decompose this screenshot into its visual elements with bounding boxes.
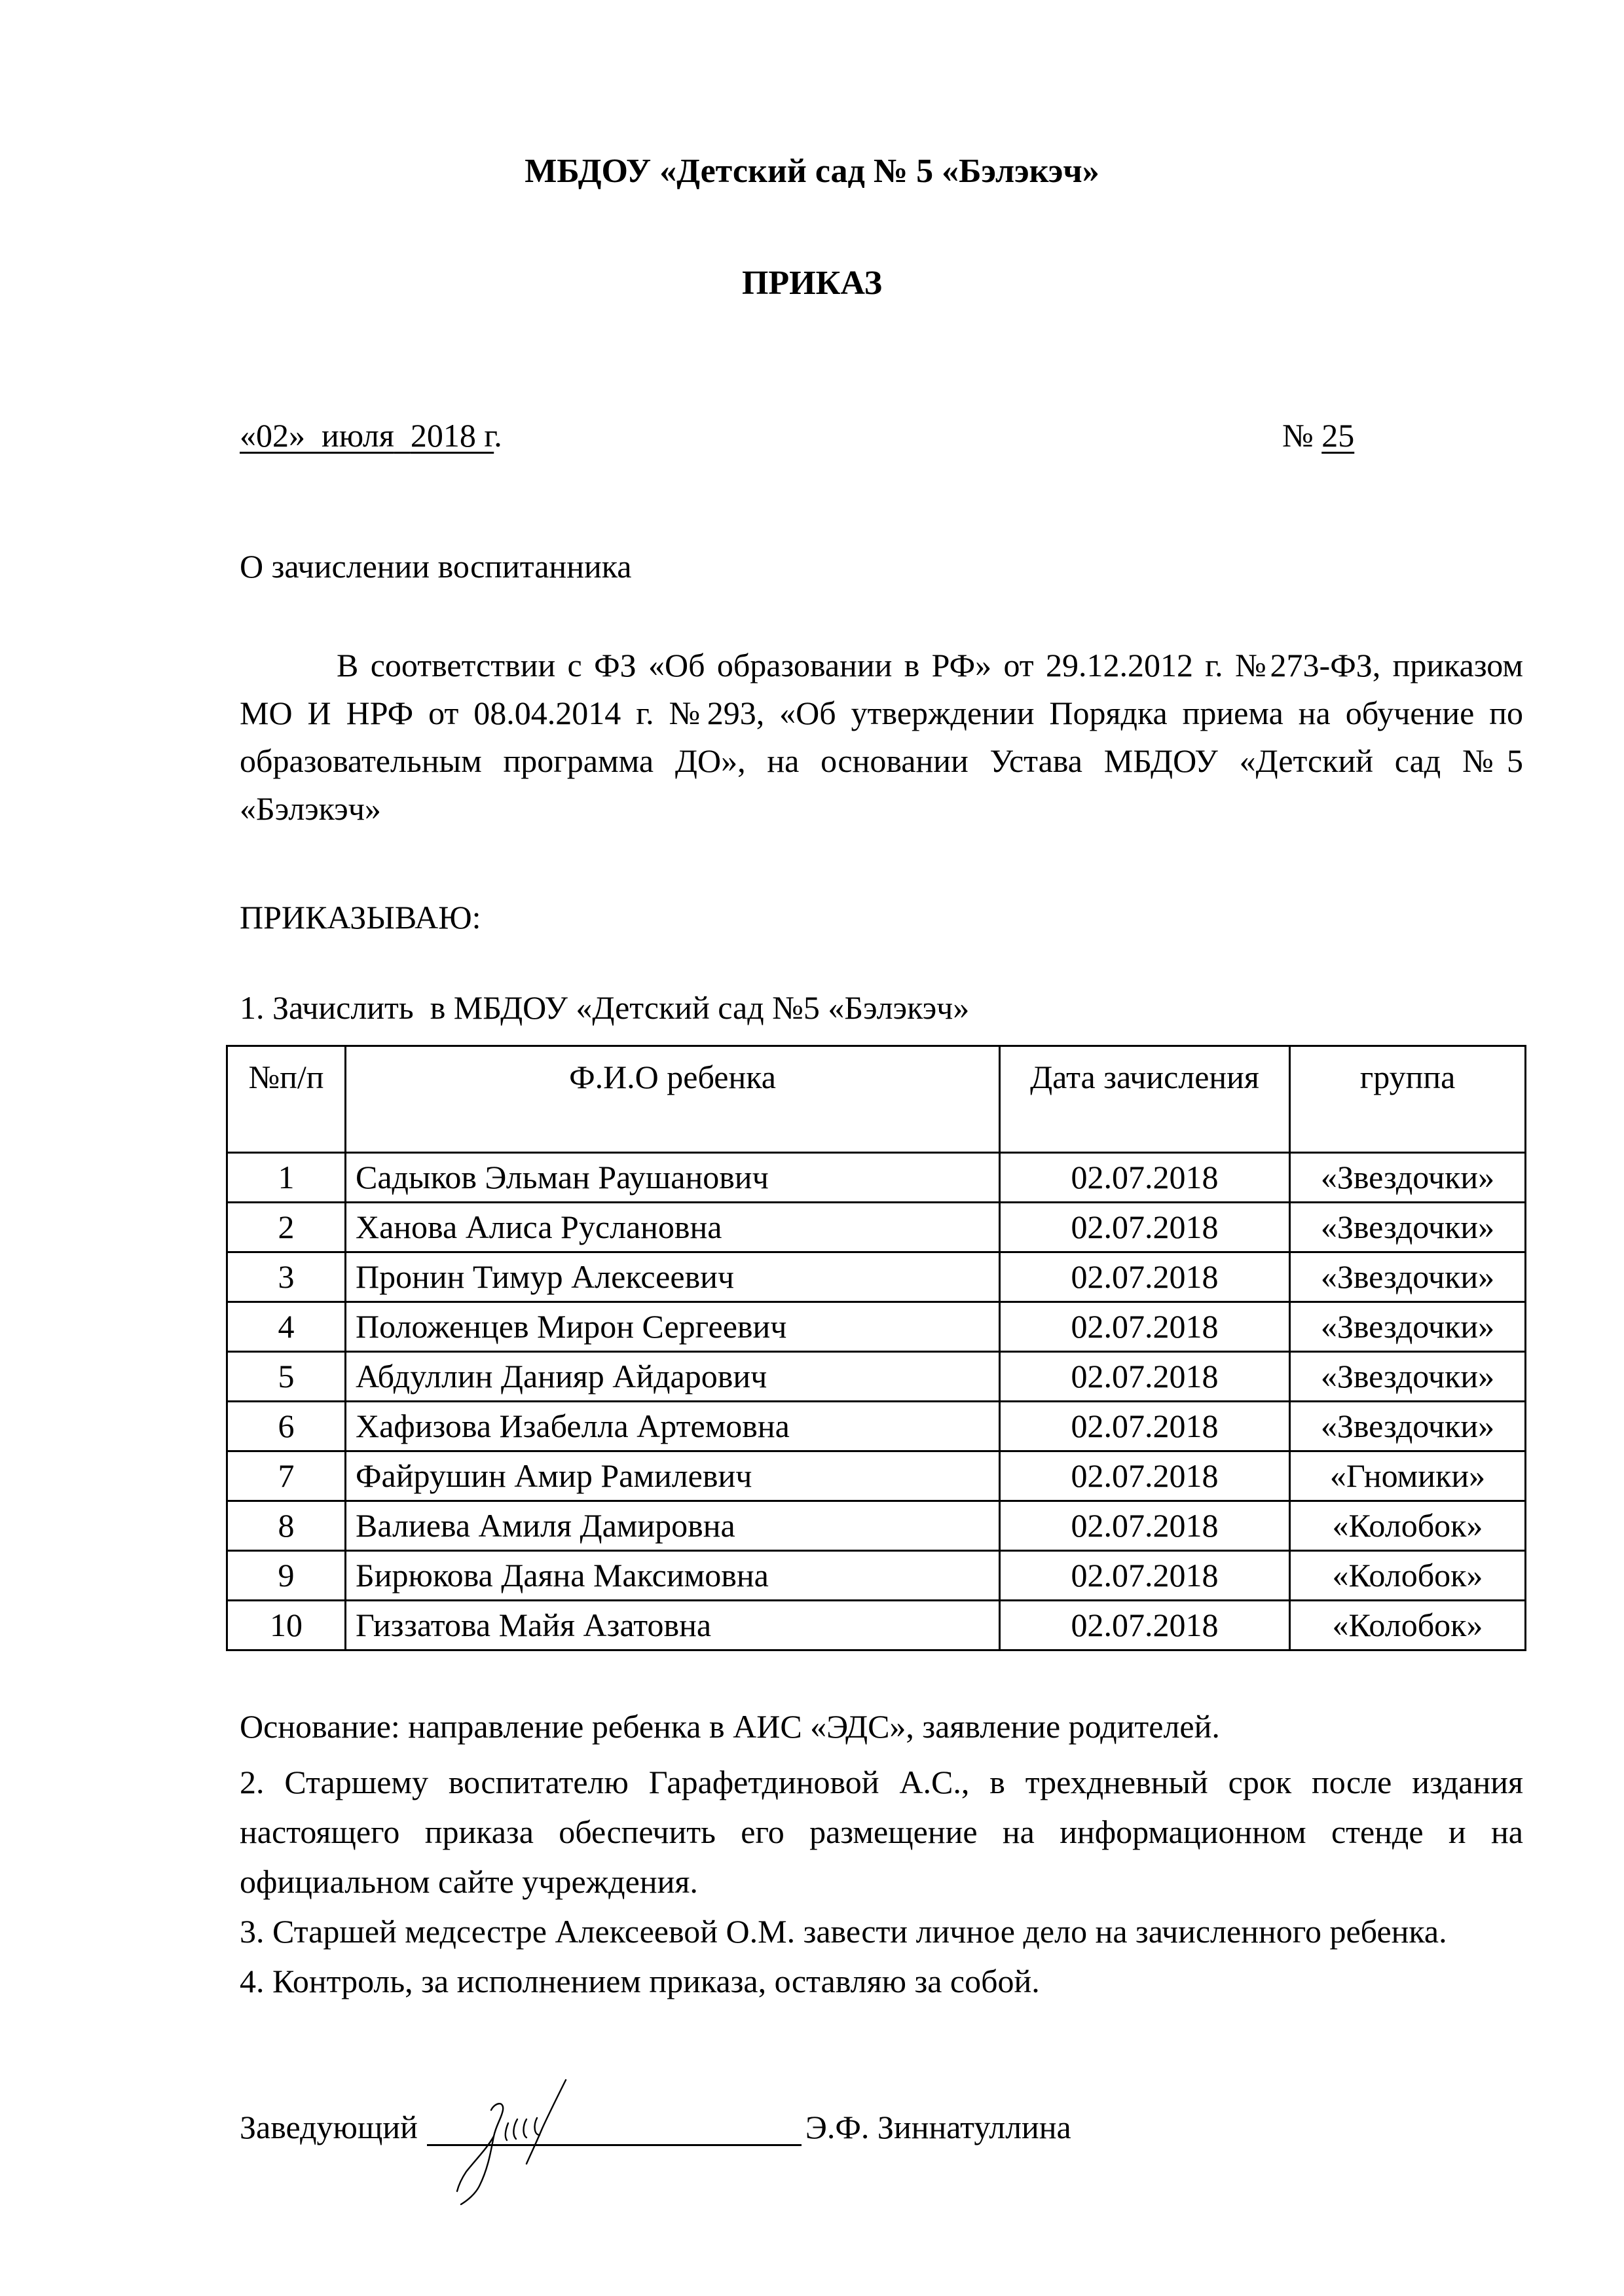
table-row (227, 1601, 1526, 1650)
table-row (227, 1352, 1526, 1402)
table-header-row (227, 1046, 1526, 1153)
row-number: 8 (227, 1501, 346, 1551)
child-name: Хафизова Изабелла Артемовна (346, 1402, 1000, 1451)
header-group: группа (1290, 1046, 1526, 1153)
table-row (227, 1153, 1526, 1203)
child-name: Гиззатова Майя Азатовна (346, 1601, 1000, 1650)
row-number: 3 (227, 1252, 346, 1302)
child-name: Файрушин Амир Рамилевич (346, 1451, 1000, 1501)
order-items (240, 1757, 1523, 2006)
order-date-underlined (240, 417, 494, 454)
enrollment-date: 02.07.2018 (1000, 1601, 1290, 1650)
enrollment-date: 02.07.2018 (1000, 1352, 1290, 1402)
row-number: 2 (227, 1203, 346, 1252)
child-name: Бирюкова Даяна Максимовна (346, 1551, 1000, 1601)
handwritten-signature-icon (453, 2076, 623, 2214)
row-number: 6 (227, 1402, 346, 1451)
table-row (227, 1501, 1526, 1551)
group-name: «Звездочки» (1290, 1153, 1526, 1203)
basis-statement: Основание: направление ребенка в АИС «ЭДС», заявление родителей. (240, 1708, 1220, 1745)
table-row (227, 1402, 1526, 1451)
enrollment-date: 02.07.2018 (1000, 1451, 1290, 1501)
table-row (227, 1252, 1526, 1302)
enrollment-date: 02.07.2018 (1000, 1551, 1290, 1601)
row-number: 4 (227, 1302, 346, 1352)
date-suffix: . (494, 417, 502, 454)
order-date (240, 416, 502, 454)
header-child-name: Ф.И.О ребенка (346, 1046, 1000, 1153)
row-number: 9 (227, 1551, 346, 1601)
order-subject: О зачислении воспитанника (240, 548, 632, 585)
table-row (227, 1451, 1526, 1501)
enrollment-date: 02.07.2018 (1000, 1203, 1290, 1252)
table-row (227, 1551, 1526, 1601)
enrollment-date: 02.07.2018 (1000, 1153, 1290, 1203)
group-name: «Колобок» (1290, 1501, 1526, 1551)
child-name: Положенцев Мирон Сергеевич (346, 1302, 1000, 1352)
row-number: 7 (227, 1451, 346, 1501)
signatory-name: Э.Ф. Зиннатуллина (805, 2109, 1071, 2145)
date-year: 2018 г (410, 417, 494, 454)
group-name: «Звездочки» (1290, 1302, 1526, 1352)
header-number: №п/п (227, 1046, 346, 1153)
group-name: «Колобок» (1290, 1601, 1526, 1650)
group-name: «Звездочки» (1290, 1352, 1526, 1402)
row-number: 5 (227, 1352, 346, 1402)
table-row (227, 1203, 1526, 1252)
order-item-4: 4. Контроль, за исполнением приказа, оставляю за собой. (240, 1963, 1040, 1999)
order-item-3: 3. Старшей медсестре Алексеевой О.М. завести личное дело на зачисленного ребенка. (240, 1913, 1447, 1950)
group-name: «Звездочки» (1290, 1252, 1526, 1302)
group-name: «Звездочки» (1290, 1203, 1526, 1252)
row-number: 10 (227, 1601, 346, 1650)
child-name: Садыков Эльман Раушанович (346, 1153, 1000, 1203)
signatory-position: Заведующий (240, 2109, 418, 2145)
signature-block (240, 2108, 1071, 2146)
enrollment-date: 02.07.2018 (1000, 1501, 1290, 1551)
order-item-2: 2. Старшему воспитателю Гарафетдиновой А.С., в трехдневный срок после издания настоящего приказа обеспечить его размещение на информационном стенде и на официальном сайте учреждения. (240, 1764, 1523, 1900)
table-row (227, 1302, 1526, 1352)
order-number (1282, 416, 1354, 454)
row-number: 1 (227, 1153, 346, 1203)
document-type-heading: ПРИКАЗ (741, 264, 883, 302)
directive-heading: ПРИКАЗЫВАЮ: (240, 899, 481, 936)
signature-line (427, 2109, 802, 2146)
preamble-paragraph: В соответствии с ФЗ «Об образовании в РФ» от 29.12.2012 г. №273-ФЗ, приказом МО И НРФ от 08.04.2014 г. №293, «Об утверждении Порядка приема на обучение по образовательным программа ДО», на основании Устава МБДОУ «Детский сад №5 «Бэлэкэч» (240, 647, 1523, 827)
child-name: Пронин Тимур Алексеевич (346, 1252, 1000, 1302)
group-name: «Гномики» (1290, 1451, 1526, 1501)
enrollment-table (226, 1045, 1526, 1651)
number-sign: № (1282, 417, 1314, 454)
enrollment-date: 02.07.2018 (1000, 1402, 1290, 1451)
child-name: Ханова Алиса Руслановна (346, 1203, 1000, 1252)
enrollment-date: 02.07.2018 (1000, 1302, 1290, 1352)
group-name: «Звездочки» (1290, 1402, 1526, 1451)
group-name: «Колобок» (1290, 1551, 1526, 1601)
child-name: Абдуллин Данияр Айдарович (346, 1352, 1000, 1402)
date-month: июля (322, 417, 394, 454)
child-name: Валиева Амиля Дамировна (346, 1501, 1000, 1551)
enrollment-date: 02.07.2018 (1000, 1252, 1290, 1302)
organization-title: МБДОУ «Детский сад № 5 «Бэлэкэч» (525, 153, 1099, 190)
order-item-1: 1. Зачислить в МБДОУ «Детский сад №5 «Бэлэкэч» (240, 989, 970, 1026)
header-enrollment-date: Дата зачисления (1000, 1046, 1290, 1153)
number-value: 25 (1321, 417, 1355, 454)
date-day: «02» (240, 417, 305, 454)
